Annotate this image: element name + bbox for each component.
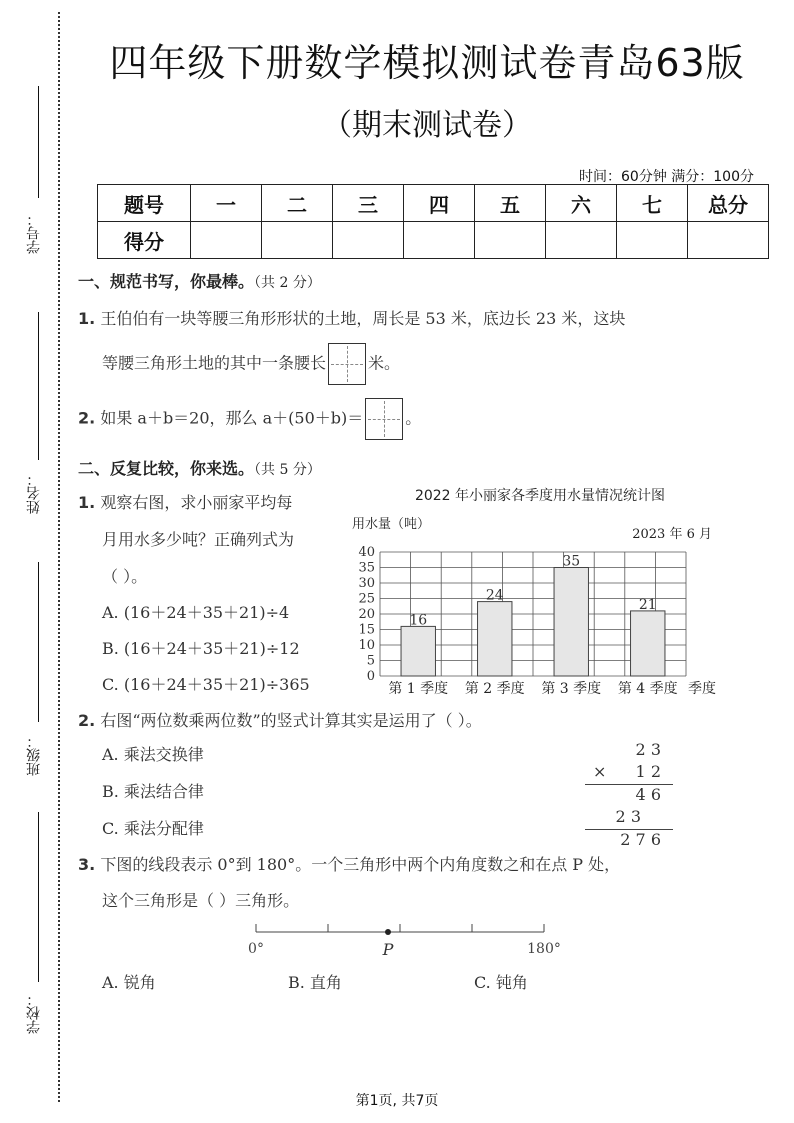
- bar-value-label: 35: [562, 553, 581, 570]
- student-id-label: 学号：: [26, 212, 42, 254]
- mult-multiplier: 1 2: [635, 762, 661, 781]
- score-header-cell: 七: [617, 185, 688, 222]
- section1-points: （共 2 分）: [254, 275, 321, 291]
- option-b[interactable]: B. 直角: [288, 973, 342, 992]
- bar-value-label: 24: [485, 587, 504, 604]
- bar-value-label: 16: [409, 612, 428, 629]
- mult-row-4: 2 3: [585, 807, 673, 830]
- mult-sign: ×: [593, 762, 607, 781]
- vertical-multiplication: [585, 740, 673, 852]
- score-table-header-row: [98, 185, 769, 222]
- answer-box[interactable]: [365, 398, 403, 440]
- chart-xlabel: 季度: [688, 681, 716, 697]
- option-c[interactable]: C. (16＋24＋35＋21)÷365: [102, 675, 310, 694]
- question-text: 月用水多少吨？正确列式为: [102, 530, 295, 549]
- question-text: 等腰三角形土地的其中一条腰长: [102, 353, 327, 373]
- score-cell[interactable]: [191, 222, 262, 259]
- point-p: [385, 929, 391, 935]
- score-cell[interactable]: [262, 222, 333, 259]
- bar: [401, 626, 435, 676]
- score-table: [97, 184, 769, 259]
- score-header-cell: 五: [475, 185, 546, 222]
- score-header-cell: 题号: [98, 185, 191, 222]
- option-a[interactable]: A. (16＋24＋35＋21)÷4: [102, 603, 290, 622]
- score-row-label: 得分: [98, 222, 191, 259]
- section1-title: 一、规范书写，你最棒。: [78, 272, 255, 291]
- question-number: 2.: [78, 711, 96, 730]
- name-line: [38, 312, 39, 460]
- bar: [554, 568, 588, 677]
- y-tick-label: 15: [358, 622, 375, 638]
- question-text: 观察右图，求小丽家平均每: [100, 493, 293, 512]
- section1-question2: [78, 398, 421, 440]
- question-text: 米。: [368, 353, 401, 373]
- x-tick-label: 第 4 季度: [617, 681, 678, 697]
- question-number: 1.: [78, 493, 96, 512]
- school-label: 学校：: [26, 992, 42, 1034]
- chart-y-ticks: [358, 545, 375, 684]
- bar: [478, 602, 512, 676]
- score-header-cell: 四: [404, 185, 475, 222]
- section2-question2: [78, 708, 482, 731]
- class-line: [38, 562, 39, 722]
- question-number: 2.: [78, 408, 96, 428]
- class-label: 班级：: [26, 734, 42, 776]
- mult-row-5: 2 7 6: [620, 830, 661, 849]
- chart-date: 2023 年 6 月: [632, 527, 712, 542]
- bar: [631, 611, 665, 676]
- x-tick-label: 第 2 季度: [464, 681, 525, 697]
- page-subtitle: （期末测试卷）: [322, 108, 532, 143]
- question-number: 1.: [78, 309, 96, 328]
- section1-heading: [78, 269, 321, 292]
- label-end: 180°: [527, 941, 561, 957]
- question-text: 右图“两位数乘两位数”的竖式计算其实是运用了（ ）。: [100, 711, 482, 730]
- y-tick-label: 35: [358, 560, 375, 576]
- y-tick-label: 0: [366, 669, 375, 684]
- page-title: 四年级下册数学模拟测试卷青岛63版: [109, 41, 745, 85]
- chart-title: 2022 年小丽家各季度用水量情况统计图: [414, 488, 666, 504]
- label-start: 0°: [248, 941, 264, 957]
- section2-points: （共 5 分）: [254, 462, 321, 478]
- y-tick-label: 20: [358, 607, 375, 622]
- score-cell[interactable]: [404, 222, 475, 259]
- score-header-cell: 总分: [688, 185, 769, 222]
- question-text: 。: [405, 408, 422, 428]
- water-usage-chart: [340, 478, 740, 708]
- section1-question1: [78, 306, 625, 329]
- question-text: （ ）。: [102, 567, 148, 586]
- y-tick-label: 5: [366, 653, 375, 669]
- score-cell[interactable]: [688, 222, 769, 259]
- section1-question1-line2: [102, 343, 400, 385]
- section2-heading: [78, 456, 321, 479]
- question-text: 这个三角形是（ ）三角形。: [102, 891, 300, 910]
- option-c[interactable]: C. 乘法分配律: [102, 819, 204, 838]
- question-text: 王伯伯有一块等腰三角形形状的土地，周长是 53 米，底边长 23 米，这块: [100, 309, 626, 328]
- score-cell[interactable]: [617, 222, 688, 259]
- score-header-cell: 六: [546, 185, 617, 222]
- option-c[interactable]: C. 钝角: [474, 973, 528, 992]
- chart-x-ticks: [388, 680, 677, 697]
- option-a[interactable]: A. 锐角: [102, 973, 156, 992]
- question-number: 3.: [78, 855, 96, 874]
- x-tick-label: 第 3 季度: [541, 681, 602, 697]
- student-id-line: [38, 86, 39, 198]
- mult-row-1: 2 3: [635, 740, 661, 759]
- page-footer: 第1页, 共7页: [355, 1093, 439, 1109]
- time-info: 时间：60分钟 满分：100分: [579, 169, 754, 185]
- y-tick-label: 10: [358, 638, 375, 653]
- angle-number-line: [236, 918, 576, 964]
- bar-value-label: 21: [638, 596, 657, 613]
- option-a[interactable]: A. 乘法交换律: [102, 745, 204, 764]
- mult-row-3: 4 6: [635, 785, 661, 804]
- chart-ylabel: 用水量（吨）: [352, 517, 431, 532]
- section2-title: 二、反复比较，你来选。: [78, 459, 255, 478]
- school-line: [38, 812, 39, 982]
- y-tick-label: 40: [358, 545, 375, 560]
- section2-question3: [78, 852, 620, 875]
- score-header-cell: 一: [191, 185, 262, 222]
- mult-row-2: [585, 762, 673, 785]
- score-header-cell: 二: [262, 185, 333, 222]
- x-tick-label: 第 1 季度: [388, 681, 449, 697]
- y-tick-label: 25: [358, 591, 375, 607]
- binding-dashed-line: [58, 12, 60, 1102]
- score-cell[interactable]: [546, 222, 617, 259]
- score-cell[interactable]: [475, 222, 546, 259]
- option-b[interactable]: B. (16＋24＋35＋21)÷12: [102, 639, 300, 658]
- option-b[interactable]: B. 乘法结合律: [102, 782, 204, 801]
- question-text: 如果 a＋b＝20，那么 a＋(50＋b)＝: [100, 408, 364, 428]
- name-label: 姓名：: [26, 472, 42, 514]
- y-tick-label: 30: [358, 576, 375, 591]
- score-cell[interactable]: [333, 222, 404, 259]
- answer-box[interactable]: [328, 343, 366, 385]
- label-p: P: [382, 940, 394, 959]
- question-text: 下图的线段表示 0°到 180°。一个三角形中两个内角度数之和在点 P 处，: [100, 855, 621, 874]
- score-header-cell: 三: [333, 185, 404, 222]
- section2-question1: [78, 490, 292, 513]
- score-table-score-row: [98, 222, 769, 259]
